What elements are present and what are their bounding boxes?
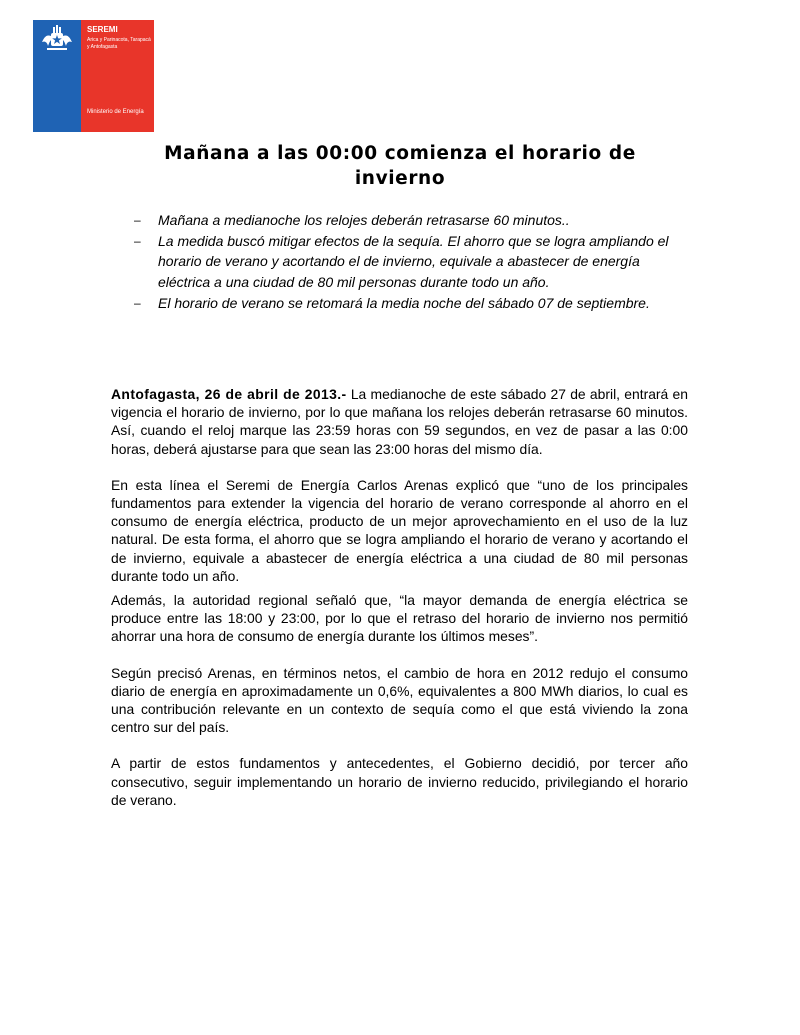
paragraph-1 <box>111 385 688 458</box>
seremi-logo <box>33 20 154 132</box>
summary-bullet <box>134 210 674 231</box>
bullet-dash-marker: – <box>134 213 141 227</box>
document-title: Mañana a las 00:00 comienza el horario de invierno <box>164 143 636 189</box>
paragraph-3: Además, la autoridad regional señaló que, “la mayor demanda de energía eléctrica se produce entre las 18:00 y 23:00, por lo que el retraso del horario de invierno nos permitió ahorrar una hora de consumo de energía durante los últimos meses”. <box>111 592 688 645</box>
bullet-dash-marker: – <box>134 233 141 248</box>
logo-blue-panel <box>33 20 81 132</box>
article-body <box>111 385 688 809</box>
summary-bullet <box>134 231 674 293</box>
paragraph-5: A partir de estos fundamentos y antecedentes, el Gobierno decidió, por tercer año consecutivo, seguir implementando un horario de invierno reducido, privilegiando el horario de verano. <box>111 755 688 808</box>
dateline: Antofagasta, 26 de abril de 2013.- <box>111 386 347 402</box>
bullet-dash-marker: – <box>134 295 141 310</box>
paragraph-4: Según precisó Arenas, en términos netos, el cambio de hora en 2012 redujo el consumo diario de energía en aproximadamente un 0,6%, equivalentes a 800 MWh diarios, lo cual es una contribución relevante en un contexto de sequía como el que está viviendo la zona centro sur del país. <box>111 664 688 736</box>
paragraph-2: En esta línea el Seremi de Energía Carlos Arenas explicó que “uno de los principales fundamentos para extender la vigencia del horario de verano corresponde al ahorro en el consumo de energía eléctrica, producto de un mejor aprovechamiento en el uso de la luz natural. De esta forma, el ahorro que se logra ampliando el horario de verano y acortando el de invierno, equivale a abastecer de energía eléctrica a una ciudad de 80 mil personas durante todo un año. <box>111 476 688 584</box>
logo-seremi-text: SEREMI <box>87 25 118 34</box>
summary-bullet-text: La medida buscó mitigar efectos de la sequía. El ahorro que se logra ampliando el horario de verano y acortando el de invierno, equivale a abastecer de energía eléctrica a una ciudad de 80 mil personas durante todo un año. <box>158 232 669 291</box>
logo-region-text: Arica y Parinacota, Tarapacá y Antofagasta <box>87 37 151 50</box>
paragraph-1-text: La medianoche de este sábado 27 de abril, entrará en vigencia el horario de invierno, por lo que mañana los relojes deberán retrasarse 60 minutos. Así, cuando el reloj marque las 23:59 horas con 59 segundos, en vez de pasar a las 0:00 horas, deberá ajustarse para que sean las 23:00 horas del mismo día. <box>111 386 688 457</box>
summary-bullet-text: El horario de verano se retomará la media noche del sábado 07 de septiembre. <box>158 294 650 311</box>
summary-bullet-text: Mañana a medianoche los relojes deberán retrasarse 60 minutos.. <box>158 212 570 228</box>
logo-red-panel <box>81 20 154 132</box>
summary-bullet <box>134 293 674 314</box>
coat-of-arms-icon <box>38 24 76 54</box>
logo-ministry-text: Ministerio de Energía <box>87 109 144 115</box>
summary-bullet-list <box>134 210 674 314</box>
